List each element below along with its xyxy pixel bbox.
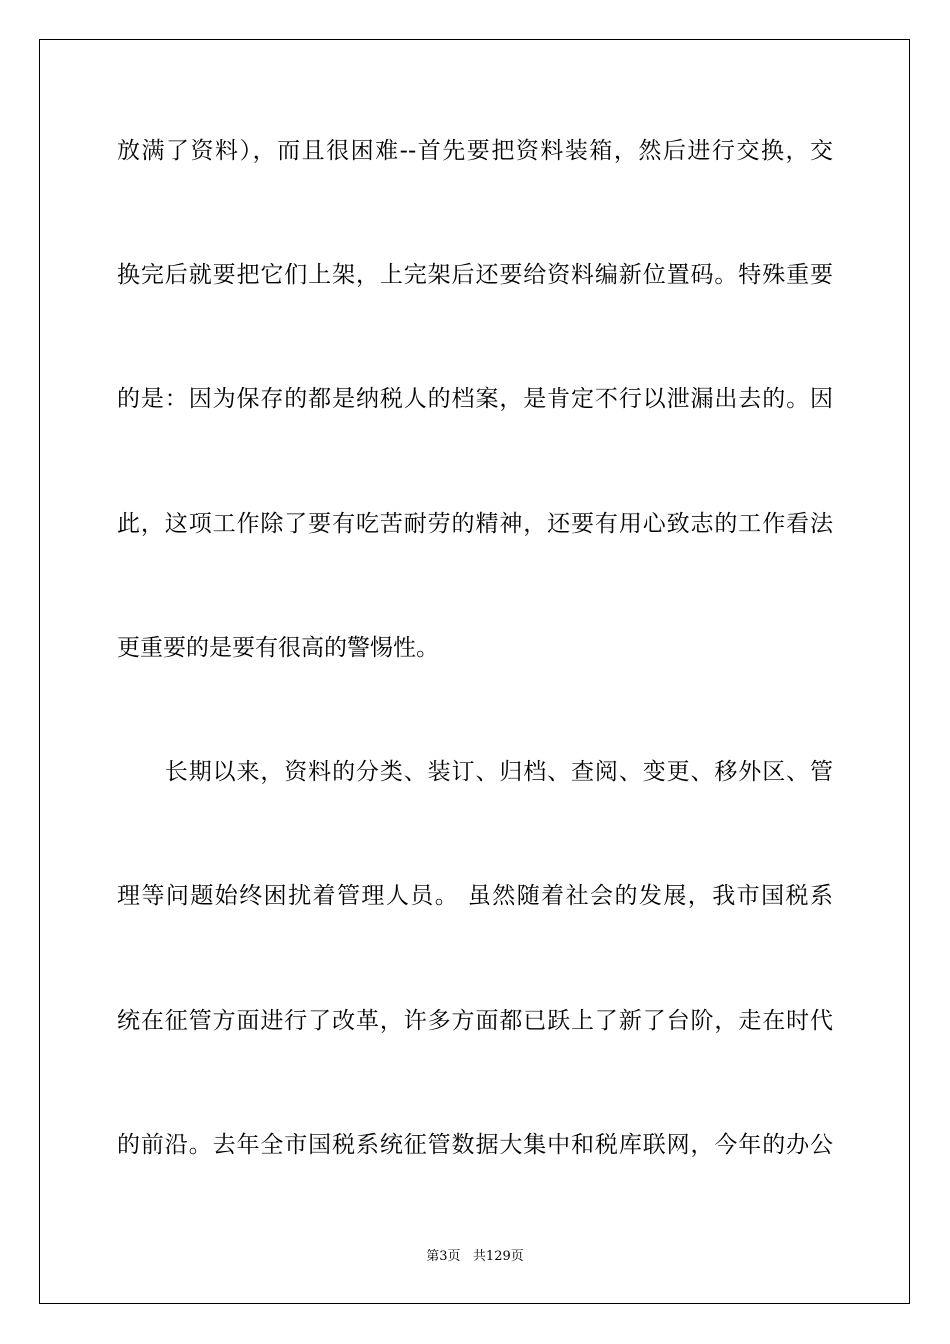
- page-border: [39, 39, 910, 1304]
- text-line: 理等问题始终困扰着管理人员。 虽然随着社会的发展，我市国税系: [117, 883, 833, 909]
- text-line: 的前沿。去年全市国税系统征管数据大集中和税库联网，今年的办公: [117, 1132, 833, 1158]
- text-line: 更重要的是要有很高的警惕性。: [117, 635, 439, 661]
- text-line: 长期以来，资料的分类、装订、归档、查阅、变更、移外区、管: [117, 759, 833, 785]
- text-line: 此，这项工作除了要有吃苦耐劳的精神，还要有用心致志的工作看法: [117, 511, 833, 537]
- text-line: 换完后就要把它们上架，上完架后还要给资料编新位置码。特殊重要: [117, 262, 833, 288]
- text-line: 的是：因为保存的都是纳税人的档案，是肯定不行以泄漏出去的。因: [117, 386, 833, 412]
- text-line: 放满了资料），而且很困难--首先要把资料装箱，然后进行交换，交: [117, 138, 833, 164]
- text-line: 统在征管方面进行了改革，许多方面都已跃上了新了台阶，走在时代: [117, 1008, 833, 1034]
- page-number-footer: 第3页 共129页: [426, 1249, 524, 1264]
